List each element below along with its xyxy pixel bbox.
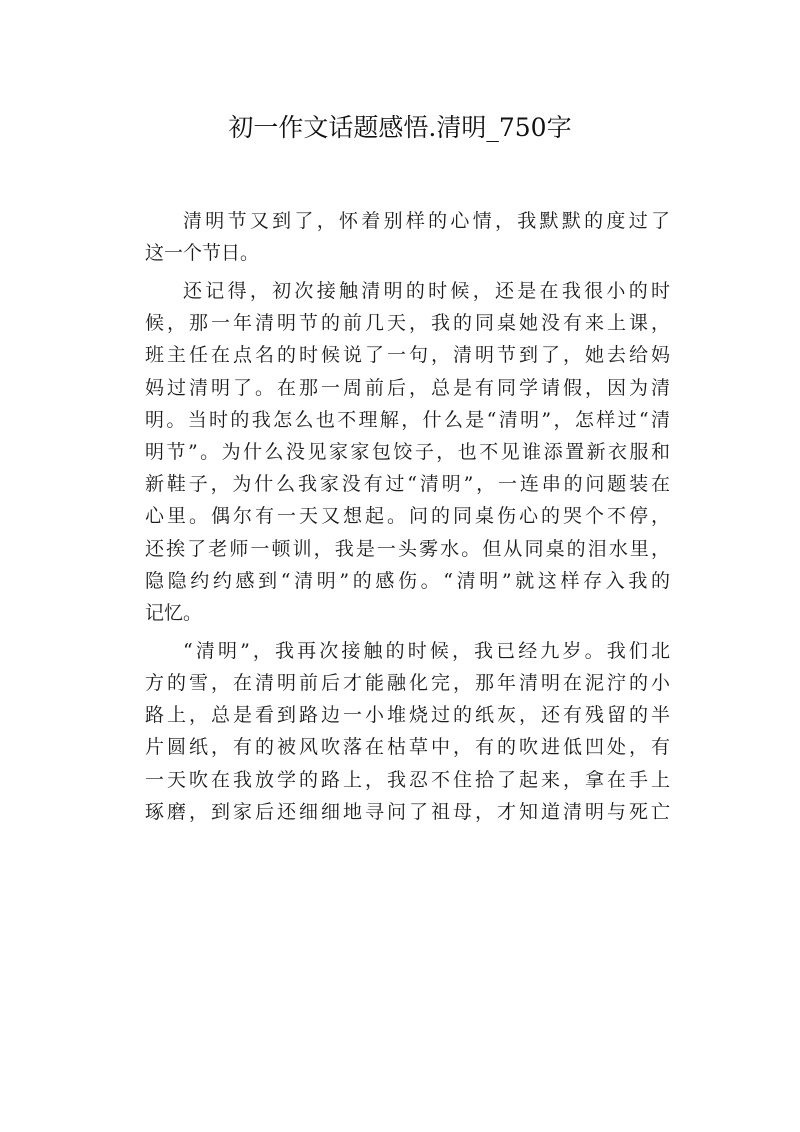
text-line: 新鞋子，为什么我家没有过“清明”，一连串的问题装在 <box>145 473 670 496</box>
text-line: 明节”。为什么没见家家包饺子，也不见谁添置新衣服和 <box>145 441 670 464</box>
document-title: 初一作文话题感悟.清明_750字 <box>228 113 572 142</box>
paragraph <box>145 275 670 629</box>
text-line: “清明”，我再次接触的时候，我已经九岁。我们北 <box>183 639 670 662</box>
paragraph <box>145 205 670 269</box>
text-line: 候，那一年清明节的前几天，我的同桌她没有来上课， <box>145 312 670 335</box>
text-line: 清明节又到了，怀着别样的心情，我默默的度过了 <box>183 210 670 232</box>
text-line: 隐隐约约感到“清明”的感伤。“清明”就这样存入我的 <box>145 569 670 592</box>
text-line: 还挨了老师一顿训，我是一头雾水。但从同桌的泪水里， <box>145 537 670 560</box>
text-line: 琢磨，到家后还细细地寻问了祖母，才知道清明与死亡 <box>145 800 670 823</box>
text-line: 片圆纸，有的被风吹落在枯草中，有的吹进低凹处，有 <box>145 736 670 759</box>
text-line: 路上，总是看到路边一小堆烧过的纸灰，还有残留的半 <box>145 704 670 727</box>
text-line: 心里。偶尔有一天又想起。问的同桌伤心的哭个不停， <box>145 505 670 528</box>
paragraph <box>145 635 670 828</box>
text-line: 班主任在点名的时候说了一句，清明节到了，她去给妈 <box>145 344 670 367</box>
text-line: 方的雪，在清明前后才能融化完，那年清明在泥泞的小 <box>145 672 670 695</box>
text-line: 还记得，初次接触清明的时候，还是在我很小的时 <box>183 280 670 302</box>
text-line: 记忆。 <box>145 602 203 625</box>
text-line: 一天吹在我放学的路上，我忍不住拾了起来，拿在手上 <box>145 768 670 791</box>
text-line: 明。当时的我怎么也不理解，什么是“清明”，怎样过“清 <box>145 408 670 431</box>
text-line: 妈过清明了。在那一周前后，总是有同学请假，因为清 <box>145 376 670 399</box>
document-body <box>145 205 670 834</box>
text-line: 这一个节日。 <box>145 242 260 265</box>
